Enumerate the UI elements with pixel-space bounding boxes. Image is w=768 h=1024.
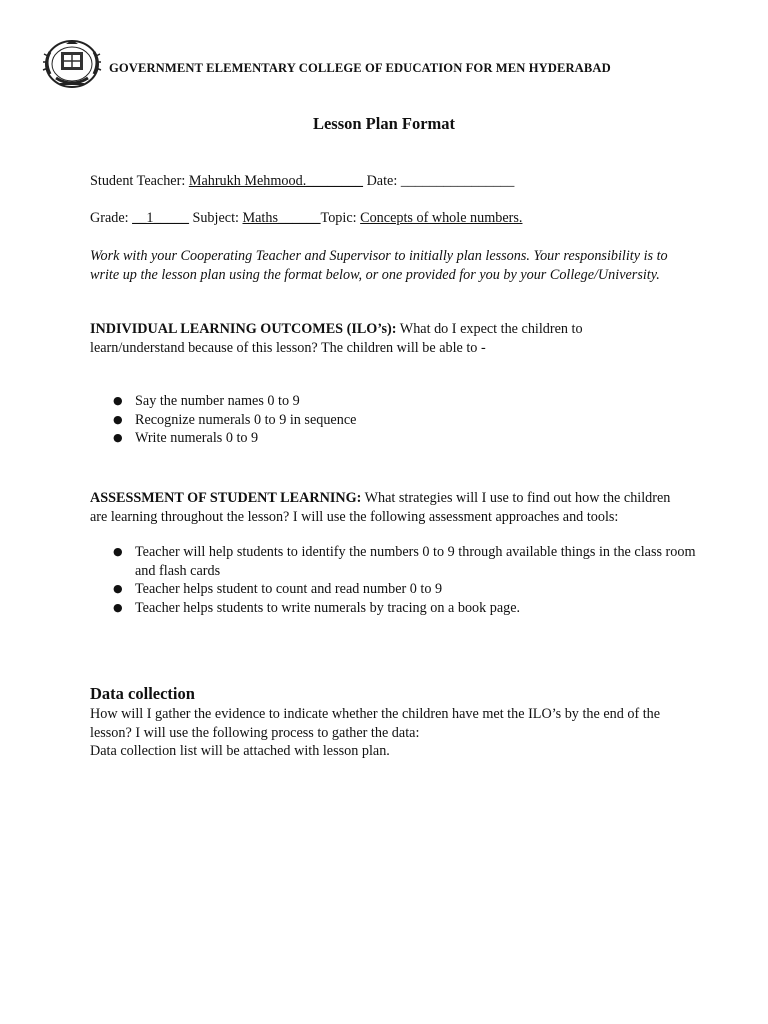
assessment-list	[90, 543, 710, 617]
college-name: GOVERNMENT ELEMENTARY COLLEGE OF EDUCATION FOR MEN HYDERABAD	[109, 61, 611, 75]
list-item: ● Teacher will help students to identify the numbers 0 to 9 through available things in the class room and flash cards	[90, 543, 710, 580]
student-teacher-line	[90, 173, 514, 190]
list-item: ● Say the number names 0 to 9	[90, 392, 690, 411]
list-item: ● Recognize numerals 0 to 9 in sequence	[90, 411, 690, 430]
assessment-paragraph	[90, 489, 680, 526]
assessment-heading: ASSESSMENT OF STUDENT LEARNING:	[90, 490, 362, 506]
grade-value: __1_____	[132, 210, 189, 226]
subject-label: Subject:	[188, 210, 243, 226]
data-collection-paragraph	[90, 705, 690, 761]
ilo-text: What do I expect the children to learn/understand because of this lesson? The children will be able to -	[90, 321, 583, 356]
ilo-paragraph	[90, 320, 650, 357]
date-label: Date:	[363, 173, 401, 189]
list-item: ● Teacher helps students to write numerals by tracing on a book page.	[90, 599, 710, 618]
data-collection-text: How will I gather the evidence to indicate whether the children have met the ILO’s by the end of the lesson? I will use the following process to gather the data:	[90, 706, 661, 741]
instructions-paragraph: Work with your Cooperating Teacher and Supervisor to initially plan lessons. Your responsibility is to write up the lesson plan using the format below, or one provided for you by your College/University.	[90, 248, 668, 283]
ilo-list	[90, 392, 690, 448]
subject-value: Maths______	[242, 210, 321, 226]
data-collection-heading: Data collection	[90, 684, 195, 703]
student-teacher-name: Mahrukh Mehmood.________	[188, 173, 364, 189]
student-teacher-label: Student Teacher:	[90, 173, 189, 189]
grade-label: Grade:	[90, 210, 133, 226]
page-title: Lesson Plan Format	[312, 114, 456, 133]
list-item: ● Write numerals 0 to 9	[90, 429, 690, 448]
topic-value: Concepts of whole numbers.	[360, 210, 523, 226]
grade-line	[90, 210, 522, 227]
date-value: ________________	[400, 173, 515, 189]
data-collection-note: Data collection list will be attached with lesson plan.	[90, 743, 390, 760]
assessment-text: What strategies will I use to find out how the children are learning throughout the lesson? I will use the following assessment approaches and tools:	[90, 490, 671, 525]
ilo-heading: INDIVIDUAL LEARNING OUTCOMES (ILO’s):	[90, 321, 397, 337]
topic-label: Topic:	[320, 210, 361, 226]
college-crest-icon	[42, 38, 102, 92]
list-item: ● Teacher helps student to count and read number 0 to 9	[90, 580, 710, 599]
